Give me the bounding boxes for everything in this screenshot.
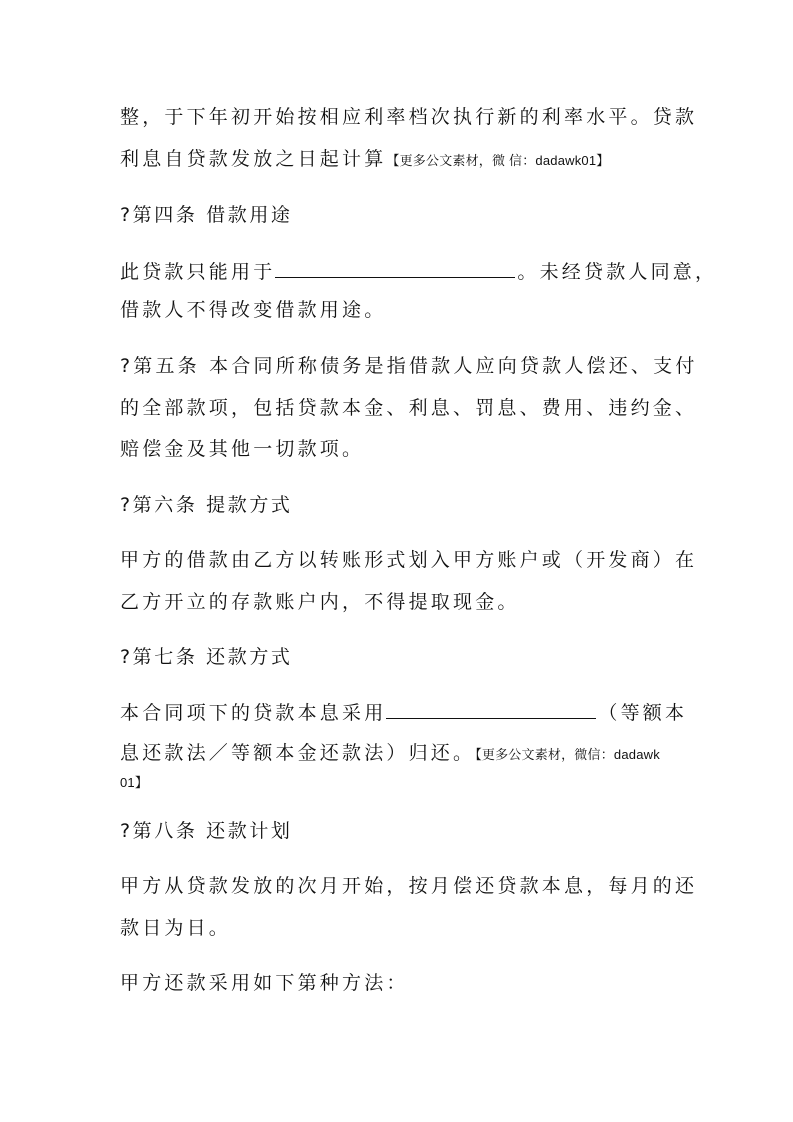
paragraph-line: 的全部款项，包括贷款本金、利息、罚息、费用、违约金、 xyxy=(120,397,698,419)
paragraph-line xyxy=(120,698,687,724)
paragraph-text: （等额本 xyxy=(598,702,688,724)
article-8-heading: ?第八条 还款计划 xyxy=(120,820,293,842)
promo-note-continued: 01】 xyxy=(120,775,149,790)
paragraph-line: 乙方开立的存款账户内，不得提取现金。 xyxy=(120,591,520,613)
paragraph-line: 甲方还款采用如下第种方法： xyxy=(120,972,409,994)
fill-in-blank xyxy=(386,698,596,719)
article-4-heading: ?第四条 借款用途 xyxy=(120,204,293,226)
paragraph-line xyxy=(120,146,610,172)
paragraph-line: 甲方的借款由乙方以转账形式划入甲方账户或（开发商）在 xyxy=(120,549,698,571)
article-6-heading: ?第六条 提款方式 xyxy=(120,494,293,516)
paragraph-line xyxy=(120,257,717,283)
article-5-line: ?第五条 本合同所称债务是指借款人应向贷款人偿还、支付 xyxy=(120,355,698,377)
promo-note: 【更多公文素材，微 信：dadawk01】 xyxy=(386,153,610,168)
paragraph-line xyxy=(120,740,660,766)
paragraph-line: 甲方从贷款发放的次月开始，按月偿还贷款本息，每月的还 xyxy=(120,875,698,897)
article-7-heading: ?第七条 还款方式 xyxy=(120,646,293,668)
paragraph-text: 此贷款只能用于 xyxy=(120,261,276,283)
fill-in-blank xyxy=(275,257,515,278)
paragraph-line: 赔偿金及其他一切款项。 xyxy=(120,438,365,460)
paragraph-line: 借款人不得改变借款用途。 xyxy=(120,299,387,321)
paragraph-text: 本合同项下的贷款本息采用 xyxy=(120,702,387,724)
paragraph-text: 利息自贷款发放之日起计算 xyxy=(120,148,387,170)
paragraph-line: 款日为日。 xyxy=(120,917,232,939)
paragraph-line: 整，于下年初开始按相应利率档次执行新的利率水平。贷款 xyxy=(120,106,698,128)
promo-note: 【更多公文素材，微信：dadawk xyxy=(475,747,660,762)
paragraph-text: 。未经贷款人同意， xyxy=(517,261,718,283)
paragraph-text: 息还款法／等额本金还款法）归还。 xyxy=(120,742,476,764)
